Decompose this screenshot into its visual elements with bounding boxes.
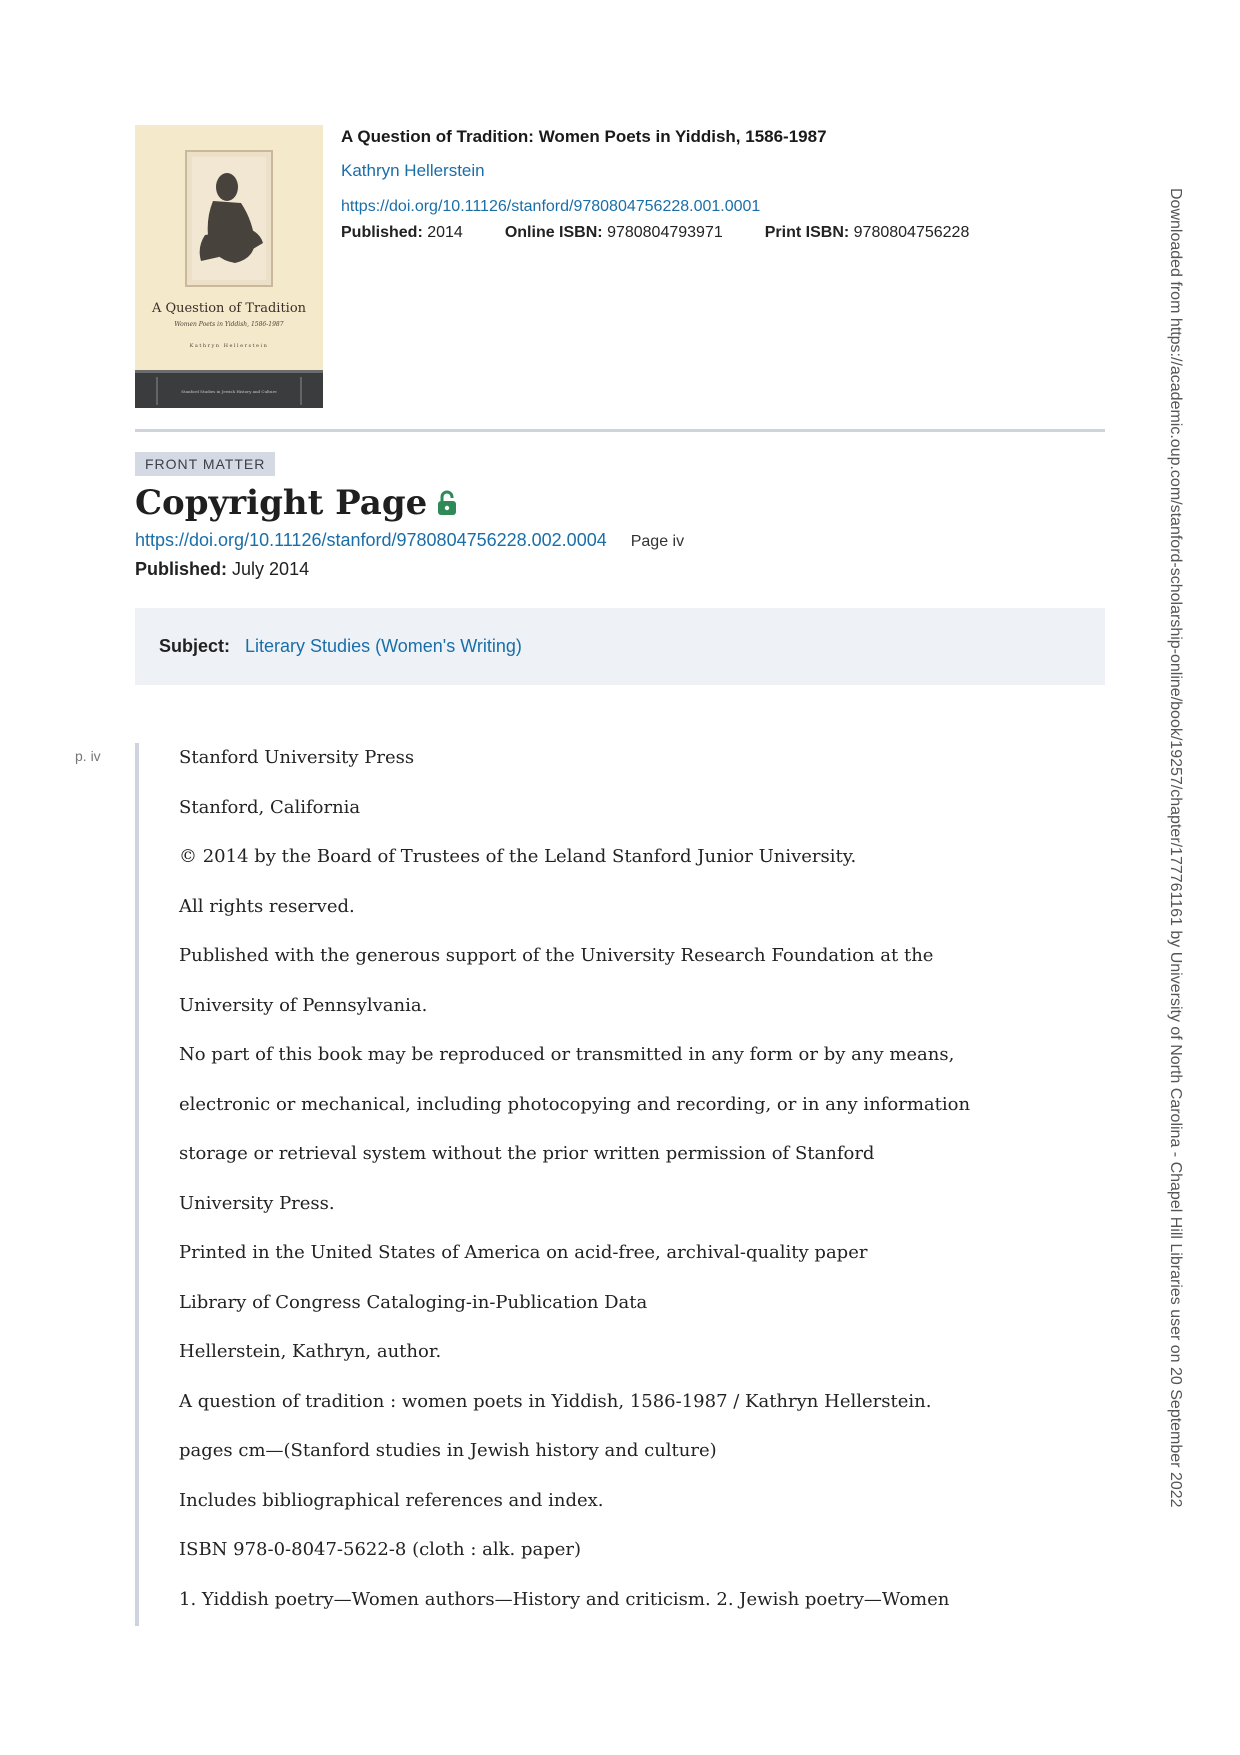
chapter-title [135, 478, 457, 528]
book-info [341, 126, 1101, 244]
subject-link[interactable]: Literary Studies (Women's Writing) [245, 636, 522, 656]
body-line: All rights reserved. [179, 895, 355, 917]
body-line: Stanford University Press [179, 747, 415, 768]
section-label-badge: FRONT MATTER [135, 452, 275, 476]
chapter-title-text: Copyright Page [135, 483, 428, 523]
body-line: A question of tradition : women poets in Yiddish, 1586-1987 / Kathryn Hellerstein. [179, 1390, 932, 1412]
download-watermark: Downloaded from https://academic.oup.com/stanford-scholarship-online/book/19257/chapter/177761161 by University of North Carolina - Chapel Hill Libraries user on 20 September 2022 [1167, 188, 1184, 1508]
body-line: Published with the generous support of the University Research Foundation at the [179, 945, 934, 966]
cover-title: A Question of Tradition [151, 301, 307, 316]
chapter-doi-row [135, 527, 684, 553]
book-online-isbn [505, 222, 723, 244]
page-marker: p. iv [75, 748, 101, 764]
book-doi-link[interactable]: https://doi.org/10.11126/stanford/9780804756228.001.0001 [341, 198, 761, 215]
book-published-label: Published: [341, 224, 423, 241]
chapter-page-number: Page iv [630, 533, 685, 550]
chapter-published-label: Published: [135, 559, 228, 579]
body-line: No part of this book may be reproduced or transmitted in any form or by any means, [179, 1044, 955, 1065]
chapter-doi-link[interactable]: https://doi.org/10.11126/stanford/9780804756228.002.0004 [135, 530, 607, 550]
book-cover-image[interactable] [135, 125, 323, 408]
book-author-link[interactable]: Kathryn Hellerstein [341, 161, 485, 180]
body-line: © 2014 by the Board of Trustees of the Leland Stanford Junior University. [179, 846, 857, 867]
book-title[interactable]: A Question of Tradition: Women Poets in Yiddish, 1586-1987 [341, 127, 827, 146]
body-line: ISBN 978-0-8047-5622-8 (cloth : alk. paper) [179, 1539, 581, 1560]
cover-series: Stanford Studies in Jewish History and Culture [181, 389, 277, 394]
body-line: electronic or mechanical, including photocopying and recording, or in any information [179, 1093, 971, 1115]
book-meta [341, 222, 1101, 244]
unlocked-lock-icon [437, 490, 457, 516]
online-isbn-label: Online ISBN: [504, 224, 603, 241]
body-line: 1. Yiddish poetry—Women authors—History and criticism. 2. Jewish poetry—Women [179, 1588, 950, 1610]
online-isbn-value: 9780804793971 [607, 224, 723, 241]
chapter-published [135, 556, 309, 582]
book-published-value: 2014 [427, 224, 463, 241]
print-isbn-value: 9780804756228 [853, 224, 970, 241]
cover-subtitle: Women Poets in Yiddish, 1586-1987 [174, 321, 284, 328]
body-line: Stanford, California [179, 796, 361, 818]
print-isbn-label: Print ISBN: [764, 224, 850, 241]
chapter-published-value: July 2014 [232, 559, 310, 579]
subject-box [135, 608, 1105, 685]
book-print-isbn [765, 222, 970, 244]
body-line: storage or retrieval system without the prior written permission of Stanford [179, 1143, 875, 1164]
copyright-body [179, 744, 1059, 1635]
subject-label: Subject: [159, 636, 231, 656]
body-rule [135, 743, 139, 1626]
body-line: Includes bibliographical references and index. [179, 1489, 604, 1511]
body-line: Library of Congress Cataloging-in-Publication Data [179, 1291, 648, 1313]
header-divider [135, 429, 1105, 432]
body-line: Printed in the United States of America on acid-free, archival-quality paper [179, 1242, 868, 1263]
body-line: University Press. [179, 1192, 335, 1214]
body-line: Hellerstein, Kathryn, author. [179, 1341, 442, 1362]
book-published [341, 222, 463, 244]
body-line: pages cm—(Stanford studies in Jewish history and culture) [179, 1440, 717, 1461]
body-line: University of Pennsylvania. [179, 994, 428, 1016]
cover-author: Kathryn Hellerstein [189, 343, 269, 349]
